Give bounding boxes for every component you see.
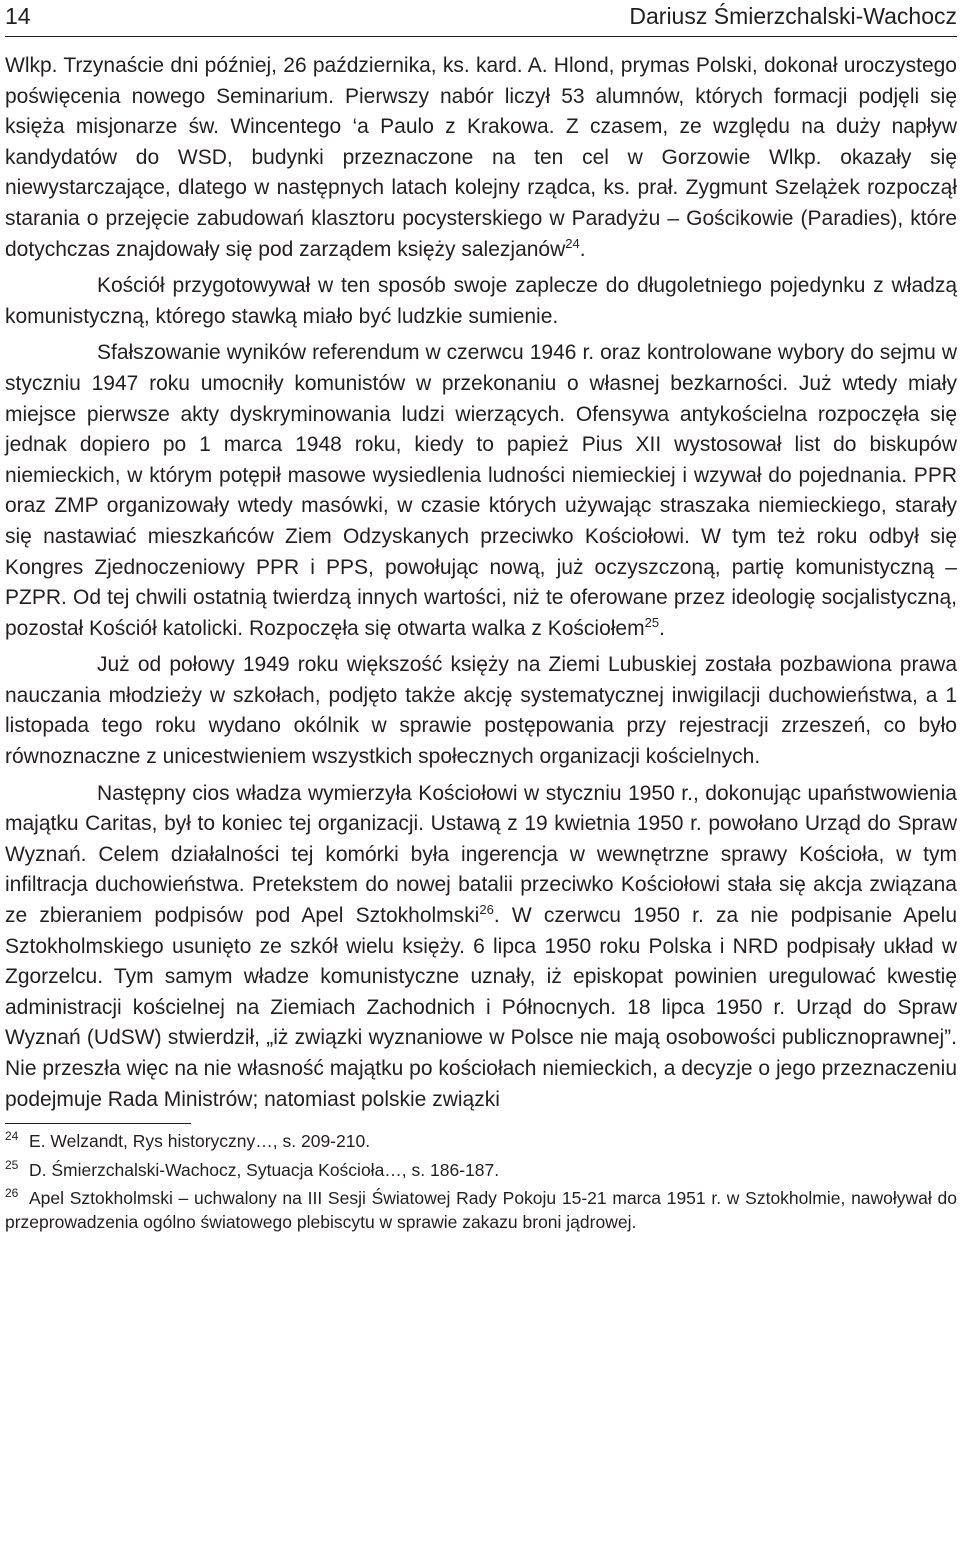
footnote: [5, 1159, 957, 1183]
footnotes: [5, 1130, 957, 1234]
paragraph: [5, 779, 957, 1116]
footnote-number: 25: [5, 1157, 19, 1172]
footnote-text: Apel Sztokholmski – uchwalony na III Sesji Światowej Rady Pokoju 15-21 marca 1951 r. w Sztokholmie, nawoływał do przeprowadzenia ogólno światowego plebiscytu w sprawie zakazu broni jądrowej.: [5, 1188, 957, 1232]
footnote-separator: [5, 1123, 191, 1124]
footnote-ref: 26: [479, 902, 494, 918]
paragraph-text: Następny cios władza wymierzyła Kościołowi w styczniu 1950 r., dokonując upaństwowienia majątku Caritas, był to koniec tej organizacji. Ustawą z 19 kwietnia 1950 r. powołano Urząd do Spraw Wyznań. Celem działalności tej komórki była ingerencja w wewnętrzne sprawy Kościoła, w tym infiltracja duchowieństwa. Pretekstem do nowej batalii przeciwko Kościołowi stała się akcja związana ze zbieraniem podpisów pod Apel Sztokholmski: [5, 781, 957, 928]
running-header: [5, 0, 957, 37]
page-number: 14: [5, 3, 31, 29]
paragraph: Sfałszowanie wyników referendum w czerwcu 1946 r. oraz kontrolowane wybory do sejmu w styczniu 1947 roku umocniły komunistów w przekonaniu o własnej bezkarności. Już wtedy miały miejsce pierwsze akty dyskryminowania ludzi wierzących. Ofensywa antykościelna rozpoczęła się jednak dopiero po 1 marca 1948 roku, kiedy to papież Pius XII wystosował list do biskupów niemieckich, w którym potępił masowe wysiedlenia ludności niemieckiej i wzywał do pojednania. PPR oraz ZMP organizowały wtedy masówki, w czasie których używając straszaka niemieckiego, starały się nastawiać mieszkańców Ziem Odzyskanych przeciwko Kościołowi. W tym też roku odbył się Kongres Zjednoczeniowy PPR i PPS, powołując nową, już oczyszczoną, partię komunistyczną – PZPR. Od tej chwili ostatnią twierdzą innych wartości, niż te oferowane przez ideologię socjalistyczną, pozostał Kościół katolicki. Rozpoczęła się otwarta walka z Kościołem$^{25}$.: [5, 341, 957, 640]
footnote-number: 26: [5, 1186, 19, 1201]
document-page: [5, 0, 957, 1239]
footnote-text: D. Śmierzchalski-Wachocz, Sytuacja Kościoła…, s. 186-187.: [29, 1159, 500, 1180]
paragraph: Wlkp. Trzynaście dni później, 26 października, ks. kard. A. Hlond, prymas Polski, dokonał uroczystego poświęcenia nowego Seminarium. Pierwszy nabór liczył 53 alumnów, których formacji podjęli się księża misjonarze św. Wincentego ‘a Paulo z Krakowa. Z czasem, ze względu na duży napływ kandydatów do WSD, budynki przeznaczone na ten cel w Gorzowie Wlkp. okazały się niewystarczające, dlatego w następnych latach kolejny rządca, ks. prał. Zygmunt Szelążek rozpoczął starania o przejęcie zabudowań klasztoru pocysterskiego w Paradyżu – Gościkowie (Paradies), które dotychczas znajdowały się pod zarządem księży salezjanów$^{24}$.: [5, 54, 957, 261]
paragraph: [5, 271, 957, 332]
paragraph-text: Już od połowy 1949 roku większość księży na Ziemi Lubuskiej została pozbawiona prawa nauczania młodzieży w szkołach, podjęto także akcję systematycznej inwigilacji duchowieństwa, a 1 listopada tego roku wydano okólnik w sprawie postępowania przy rejestracji zrzeszeń, co było równoznaczne z unicestwieniem wszystkich społecznych organizacji kościelnych.: [5, 653, 957, 769]
footnote: [5, 1130, 957, 1154]
footnote: [5, 1187, 957, 1234]
paragraph-text: Sfałszowanie wyników referendum w czerwcu 1946 r. oraz kontrolowane wybory do sejmu w styczniu 1947 roku umocniły komunistów w przekonaniu o własnej bezkarności. Już wtedy miały miejsce pierwsze akty dyskryminowania ludzi wierzących. Ofensywa antykościelna rozpoczęła się jednak dopiero po 1 marca 1948 roku, kiedy to papież Pius XII wystosował list do biskupów niemieckich, w którym potępił masowe wysiedlenia ludności niemieckiej i wzywał do pojednania. PPR oraz ZMP organizowały wtedy masówki, w czasie których używając straszaka niemieckiego, starały się nastawiać mieszkańców Ziem Odzyskanych przeciwko Kościołowi. W tym też roku odbył się Kongres Zjednoczeniowy PPR i PPS, powołując nową, już oczyszczoną, partię komunistyczną – PZPR. Od tej chwili ostatnią twierdzą innych wartości, niż te oferowane przez ideologię socjalistyczną, pozostał Kościół katolicki. Rozpoczęła się otwarta walka z Kościołem: [5, 341, 957, 640]
paragraph-text: . W czerwcu 1950 r. za nie podpisanie Apelu Sztokholmskiego usunięto ze szkół wielu księży. 6 lipca 1950 roku Polska i NRD podpisały układ w Zgorzelcu. Tym samym władze komunistyczne uznały, iż episkopat powinien uregulować kwestię administracji kościelnej na Ziemiach Zachodnich i Północnych. 18 lipca 1950 r. Urząd do Spraw Wyznań (UdSW) stwierdził, „iż związki wyznaniowe w Polsce nie mają osobowości publicznoprawnej”. Nie przeszła więc na nie własność majątku po kościołach niemieckich, a decyzje o jego przeznaczeniu podejmuje Rada Ministrów; natomiast polskie związki: [5, 904, 958, 1111]
footnote-text: E. Welzandt, Rys historyczny…, s. 209-210.: [29, 1131, 371, 1152]
running-author: Dariusz Śmierzchalski-Wachocz: [629, 3, 957, 29]
paragraph-text: Kościół przygotowywał w ten sposób swoje zaplecze do długoletniego pojedynku z władzą komunistyczną, którego stawką miało być ludzkie sumienie.: [5, 274, 957, 328]
body-text: [5, 51, 957, 1115]
footnote-ref: 24: [565, 235, 580, 251]
paragraph: [5, 650, 957, 772]
footnote-number: 24: [5, 1129, 19, 1144]
footnote-ref: 25: [644, 614, 660, 630]
paragraph-text: Wlkp. Trzynaście dni później, 26 października, ks. kard. A. Hlond, prymas Polski, dokonał uroczystego poświęcenia nowego Seminarium. Pierwszy nabór liczył 53 alumnów, których formacji podjęli się księża misjonarze św. Wincentego ‘a Paulo z Krakowa. Z czasem, ze względu na duży napływ kandydatów do WSD, budynki przeznaczone na ten cel w Gorzowie Wlkp. okazały się niewystarczające, dlatego w następnych latach kolejny rządca, ks. prał. Zygmunt Szelążek rozpoczął starania o przejęcie zabudowań klasztoru pocysterskiego w Paradyżu – Gościkowie (Paradies), które dotychczas znajdowały się pod zarządem księży salezjanów: [5, 54, 957, 261]
